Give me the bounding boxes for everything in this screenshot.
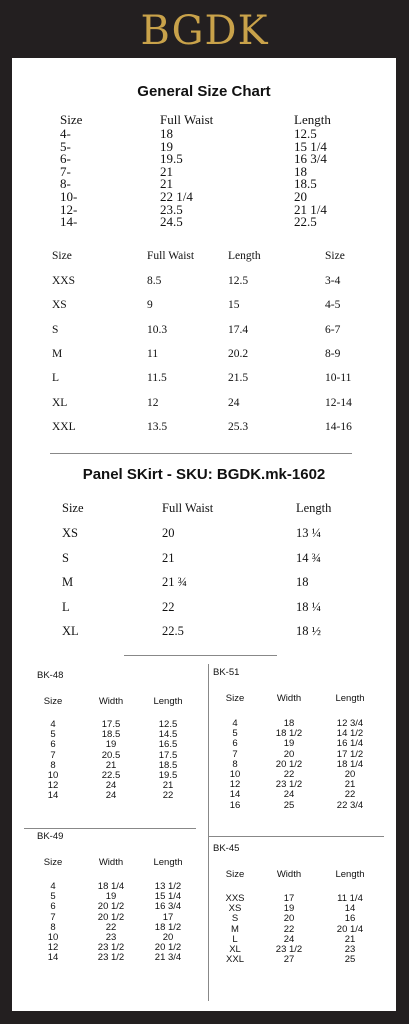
table-cell: 24 — [228, 396, 240, 409]
general-chart-title: General Size Chart — [137, 83, 271, 100]
column-header: Length — [335, 693, 365, 704]
table-cell: 22 — [105, 921, 117, 933]
table-cell: 18 1/4 — [336, 758, 364, 770]
column-header: Size — [60, 112, 83, 127]
table-cell: 19.5 — [160, 151, 183, 167]
table-cell: 11 — [147, 347, 159, 360]
table-cell: 20 1/2 — [154, 942, 182, 954]
table-cell: 12 3/4 — [336, 718, 364, 729]
table-cell: 20.5 — [101, 749, 121, 761]
table-cell: 15 1/4 — [294, 138, 327, 154]
table-cell: 5 — [232, 728, 238, 740]
table-cell: 21.5 — [228, 372, 249, 385]
table-cell: 10 — [229, 769, 241, 780]
table-cell: 15 1/4 — [154, 891, 182, 903]
table-cell: 4 — [232, 718, 238, 729]
table-cell: 18 — [160, 126, 173, 141]
table-cell: 7- — [60, 163, 71, 179]
table-cell: 21 ¾ — [162, 575, 187, 589]
table-cell: 5 — [50, 891, 56, 903]
table-cell: 25 — [344, 954, 356, 966]
table-cell: XS — [62, 526, 78, 540]
column-header: Size — [43, 696, 63, 707]
column-header: Size — [225, 869, 245, 880]
table-cell: 19 — [160, 138, 173, 154]
column-header: Size — [52, 250, 72, 262]
column-header: Length — [228, 250, 261, 262]
table-cell: 18 1/4 — [97, 881, 125, 892]
table-cell: 10.3 — [147, 323, 168, 336]
table-label: BK-51 — [213, 667, 240, 678]
table-cell: 18 1/2 — [275, 728, 303, 740]
table-cell: 23 1/2 — [275, 944, 303, 955]
table-cell: 6- — [60, 151, 71, 167]
column-header: Full Waist — [147, 250, 195, 262]
table-cell: 16 — [344, 913, 356, 925]
table-cell: 18 — [294, 163, 307, 179]
table-cell: 8- — [60, 176, 71, 192]
table-cell: 6 — [50, 739, 56, 751]
table-cell: 14 — [47, 790, 59, 802]
table-cell: 20 1/2 — [97, 901, 125, 913]
table-cell: 16 3/4 — [294, 151, 327, 167]
column-header: Length — [153, 696, 183, 707]
table-cell: 7 — [50, 911, 56, 923]
column-header: Width — [98, 857, 124, 868]
column-header: Full Waist — [162, 501, 214, 515]
table-cell: 18 ½ — [296, 624, 321, 638]
table-cell: 10 — [47, 932, 59, 943]
table-cell: L — [52, 372, 60, 385]
table-cell: 24 — [105, 780, 117, 792]
table-cell: 14 1/2 — [336, 728, 364, 740]
table-cell: 5- — [60, 138, 71, 154]
table-cell: 21 — [160, 163, 173, 179]
table-cell: 22 1/4 — [160, 189, 193, 204]
table-cell: 23.5 — [160, 201, 183, 217]
table-cell: 8 — [50, 921, 56, 933]
table-cell: 14 — [47, 952, 59, 964]
table-cell: XL — [229, 944, 241, 955]
table-cell: 12 — [47, 942, 59, 954]
table-cell: 22 — [162, 599, 175, 614]
table-cell: M — [231, 923, 239, 935]
table-cell: L — [62, 599, 70, 614]
table-cell: 20 — [162, 932, 174, 943]
table-cell: 4-5 — [325, 299, 341, 312]
table-cell: 21 1/4 — [294, 201, 327, 217]
table-cell: 10- — [60, 189, 78, 204]
column-header: Full Waist — [160, 112, 214, 127]
table-cell: 12.5 — [294, 126, 317, 141]
table-label: BK-49 — [37, 831, 64, 842]
table-label: BK-45 — [213, 843, 240, 854]
table-cell: S — [62, 550, 69, 565]
table-cell: 24.5 — [160, 214, 183, 230]
table-cell: 11 1/4 — [337, 893, 363, 904]
table-cell: 12.5 — [158, 719, 178, 730]
column-header: Size — [62, 501, 84, 515]
table-cell: 17.5 — [101, 719, 121, 730]
column-header: Size — [225, 693, 245, 704]
table-cell: 23 — [105, 932, 117, 943]
table-cell: S — [52, 323, 59, 336]
table-cell: 13.5 — [147, 420, 168, 433]
size-chart-panel — [12, 58, 396, 1011]
column-header: Length — [294, 112, 331, 127]
table-cell: 14-16 — [325, 420, 352, 433]
table-cell: 12- — [60, 201, 78, 217]
table-cell: 12.5 — [228, 275, 249, 287]
table-cell: 22 — [283, 923, 295, 935]
table-cell: 8 — [232, 758, 238, 770]
table-cell: 18.5 — [158, 759, 178, 771]
table-cell: 20 — [294, 189, 307, 204]
table-cell: 25.3 — [228, 420, 249, 433]
column-header: Length — [296, 501, 332, 515]
column-header: Width — [98, 696, 124, 707]
table-cell: 19.5 — [158, 770, 178, 781]
table-cell: 23 1/2 — [275, 779, 303, 791]
table-cell: 22.5 — [101, 770, 121, 781]
table-cell: 14 ¾ — [296, 550, 321, 565]
table-cell: XS — [52, 299, 67, 312]
table-cell: 20 1/2 — [97, 911, 125, 923]
table-cell: 20 — [283, 913, 295, 925]
table-cell: XXS — [225, 893, 245, 904]
table-cell: 22.5 — [294, 214, 317, 230]
table-cell: 9 — [147, 299, 153, 312]
table-cell: 14- — [60, 214, 78, 230]
table-cell: 19 — [105, 891, 117, 903]
table-cell: 13 1/2 — [154, 881, 182, 892]
table-cell: 6-7 — [325, 323, 341, 336]
table-cell: 16 — [229, 799, 241, 811]
table-cell: 12 — [229, 779, 241, 791]
table-cell: 14 — [229, 789, 241, 801]
table-label: BK-48 — [37, 670, 64, 681]
table-cell: 4- — [60, 126, 71, 141]
table-cell: 20 — [283, 748, 295, 760]
table-cell: 13 ¼ — [296, 526, 321, 540]
table-cell: S — [231, 913, 239, 925]
table-cell: 21 — [162, 780, 174, 792]
brand-logo: BGDK — [140, 8, 269, 54]
table-cell: 24 — [105, 790, 117, 802]
table-cell: 3-4 — [325, 275, 341, 287]
table-cell: M — [62, 575, 74, 589]
table-cell: 23 — [344, 944, 356, 955]
table-cell: XL — [52, 396, 68, 409]
table-cell: 12-14 — [325, 396, 352, 409]
table-cell: 10-11 — [325, 372, 352, 385]
table-cell: 17 1/2 — [336, 748, 364, 760]
table-cell: M — [52, 347, 63, 360]
table-cell: 18.5 — [294, 176, 317, 192]
table-cell: 22 3/4 — [336, 799, 364, 811]
table-cell: 19 — [283, 738, 295, 750]
table-cell: 16 3/4 — [154, 901, 182, 913]
table-cell: 20 1/4 — [336, 923, 364, 935]
table-cell: 17 — [283, 893, 295, 904]
table-cell: 18.5 — [101, 729, 121, 741]
table-cell: 7 — [50, 749, 56, 761]
table-cell: 20 1/2 — [275, 758, 303, 770]
table-cell: 24 — [283, 933, 295, 945]
column-header: Length — [153, 857, 183, 868]
table-cell: 8-9 — [325, 347, 341, 360]
divider — [209, 836, 384, 837]
table-cell: 4 — [50, 719, 56, 730]
table-cell: 8.5 — [147, 275, 162, 287]
table-cell: 23 1/2 — [97, 952, 125, 964]
table-cell: XXS — [52, 275, 76, 287]
table-cell: 22.5 — [162, 624, 184, 638]
table-cell: 17.4 — [228, 323, 249, 336]
divider — [24, 828, 196, 829]
divider — [208, 664, 209, 1001]
table-cell: 21 — [344, 779, 356, 791]
table-cell: 27 — [283, 954, 295, 966]
table-cell: 18 — [296, 575, 309, 589]
table-cell: 19 — [283, 903, 295, 915]
table-cell: 21 3/4 — [154, 952, 182, 964]
table-cell: L — [232, 933, 238, 945]
panel-skirt-title: Panel SKirt - SKU: BGDK.mk-1602 — [82, 466, 326, 483]
table-cell: 21 — [344, 933, 356, 945]
table-cell: 23 1/2 — [97, 942, 125, 954]
table-cell: 22 — [283, 769, 295, 780]
column-header: Length — [335, 869, 365, 880]
table-cell: 17.5 — [158, 749, 178, 761]
divider — [124, 655, 277, 656]
column-header: Width — [276, 693, 302, 704]
table-cell: 21 — [105, 759, 117, 771]
table-cell: 6 — [50, 901, 56, 913]
table-cell: 25 — [283, 799, 295, 811]
table-cell: 8 — [50, 759, 56, 771]
table-cell: 16 1/4 — [336, 738, 364, 750]
table-cell: 7 — [232, 748, 238, 760]
table-cell: 21 — [160, 176, 173, 192]
table-cell: 12 — [147, 396, 159, 409]
table-cell: 21 — [162, 550, 175, 565]
table-cell: XL — [62, 624, 79, 638]
table-cell: 22 — [344, 789, 356, 801]
table-cell: 15 — [228, 299, 240, 312]
table-cell: 16.5 — [158, 739, 178, 751]
column-header: Width — [276, 869, 302, 880]
table-cell: 11.5 — [147, 372, 167, 385]
table-cell: 14 — [344, 903, 356, 915]
table-cell: XXL — [226, 954, 244, 966]
table-cell: 10 — [47, 770, 59, 781]
table-cell: 22 — [162, 790, 174, 802]
table-cell: 18 1/2 — [154, 921, 182, 933]
table-cell: 20.2 — [228, 347, 249, 360]
table-cell: 18 — [283, 718, 295, 729]
column-header: Size — [325, 250, 345, 262]
table-cell: 17 — [162, 911, 174, 923]
table-cell: 6 — [232, 738, 238, 750]
table-cell: 18 ¼ — [296, 599, 321, 614]
divider — [50, 453, 352, 454]
table-cell: XXL — [52, 420, 76, 433]
table-cell: XS — [228, 903, 242, 915]
table-cell: 19 — [105, 739, 117, 751]
column-header: Size — [43, 857, 63, 868]
table-cell: 24 — [283, 789, 295, 801]
table-cell: 20 — [162, 526, 175, 540]
table-cell: 20 — [344, 769, 356, 780]
table-cell: 14.5 — [158, 729, 178, 741]
table-cell: 4 — [50, 881, 56, 892]
table-cell: 5 — [50, 729, 56, 741]
table-cell: 12 — [47, 780, 59, 792]
